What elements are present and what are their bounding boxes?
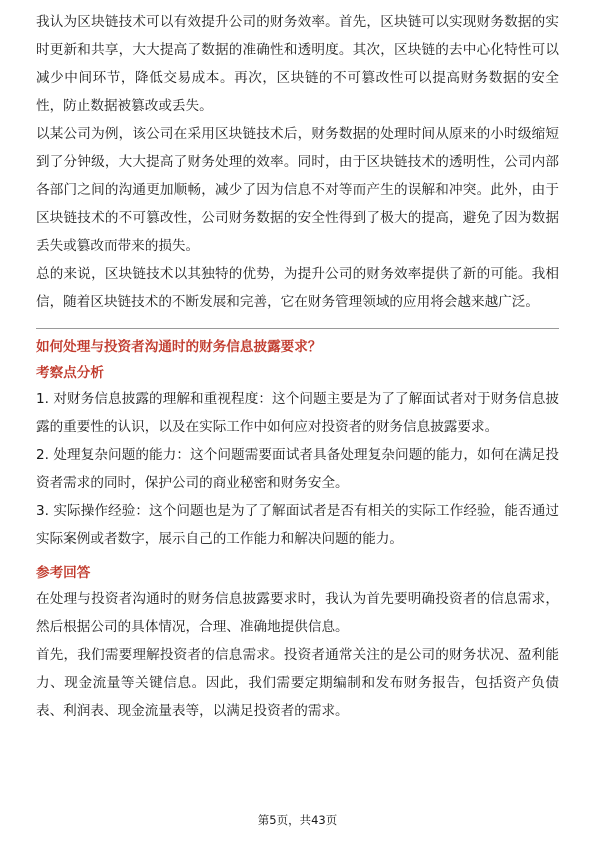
answer-paragraph: 首先，我们需要理解投资者的信息需求。投资者通常关注的是公司的财务状况、盈利能力、现金流量等关键信息。因此，我们需要定期编制和发布财务报告，包括资产负债表、利润表、现金流量表等，以满足投资者的需求。 [36, 647, 559, 719]
answer-heading: 参考回答 [36, 565, 91, 581]
analysis-item: 1. 对财务信息披露的理解和重视程度：这个问题主要是为了了解面试者对于财务信息披露的重要性的认识，以及在实际工作中如何应对投资者的财务信息披露要求。 [36, 391, 559, 435]
section-divider [36, 328, 559, 329]
analysis-item: 2. 处理复杂问题的能力：这个问题需要面试者具备处理复杂问题的能力，如何在满足投资者需求的同时，保护公司的商业秘密和财务安全。 [36, 447, 559, 491]
intro-paragraph: 以某公司为例，该公司在采用区块链技术后，财务数据的处理时间从原来的小时级缩短到了分钟级，大大提高了财务处理的效率。同时，由于区块链技术的透明性，公司内部各部门之间的沟通更加顺畅，减少了因为信息不对等而产生的误解和冲突。此外，由于区块链技术的不可篡改性，公司财务数据的安全性得到了极大的提高，避免了因为数据丢失或篡改而带来的损失。 [36, 126, 559, 254]
page-number-footer: 第5页，共43页 [257, 813, 338, 827]
analysis-heading: 考察点分析 [36, 365, 104, 381]
analysis-item: 3. 实际操作经验：这个问题也是为了了解面试者是否有相关的实际工作经验，能否通过实际案例或者数字，展示自己的工作能力和解决问题的能力。 [36, 503, 559, 547]
answer-paragraph: 在处理与投资者沟通时的财务信息披露要求时，我认为首先要明确投资者的信息需求，然后根据公司的具体情况，合理、准确地提供信息。 [36, 591, 559, 635]
intro-paragraph: 我认为区块链技术可以有效提升公司的财务效率。首先，区块链可以实现财务数据的实时更新和共享，大大提高了数据的准确性和透明度。其次，区块链的去中心化特性可以减少中间环节，降低交易成本。再次，区块链的不可篡改性可以提高财务数据的安全性，防止数据被篡改或丢失。 [36, 14, 559, 114]
intro-paragraph: 总的来说，区块链技术以其独特的优势，为提升公司的财务效率提供了新的可能。我相信，随着区块链技术的不断发展和完善，它在财务管理领域的应用将会越来越广泛。 [36, 266, 559, 310]
page-content [36, 8, 559, 725]
question-title: 如何处理与投资者沟通时的财务信息披露要求？ [36, 339, 322, 355]
